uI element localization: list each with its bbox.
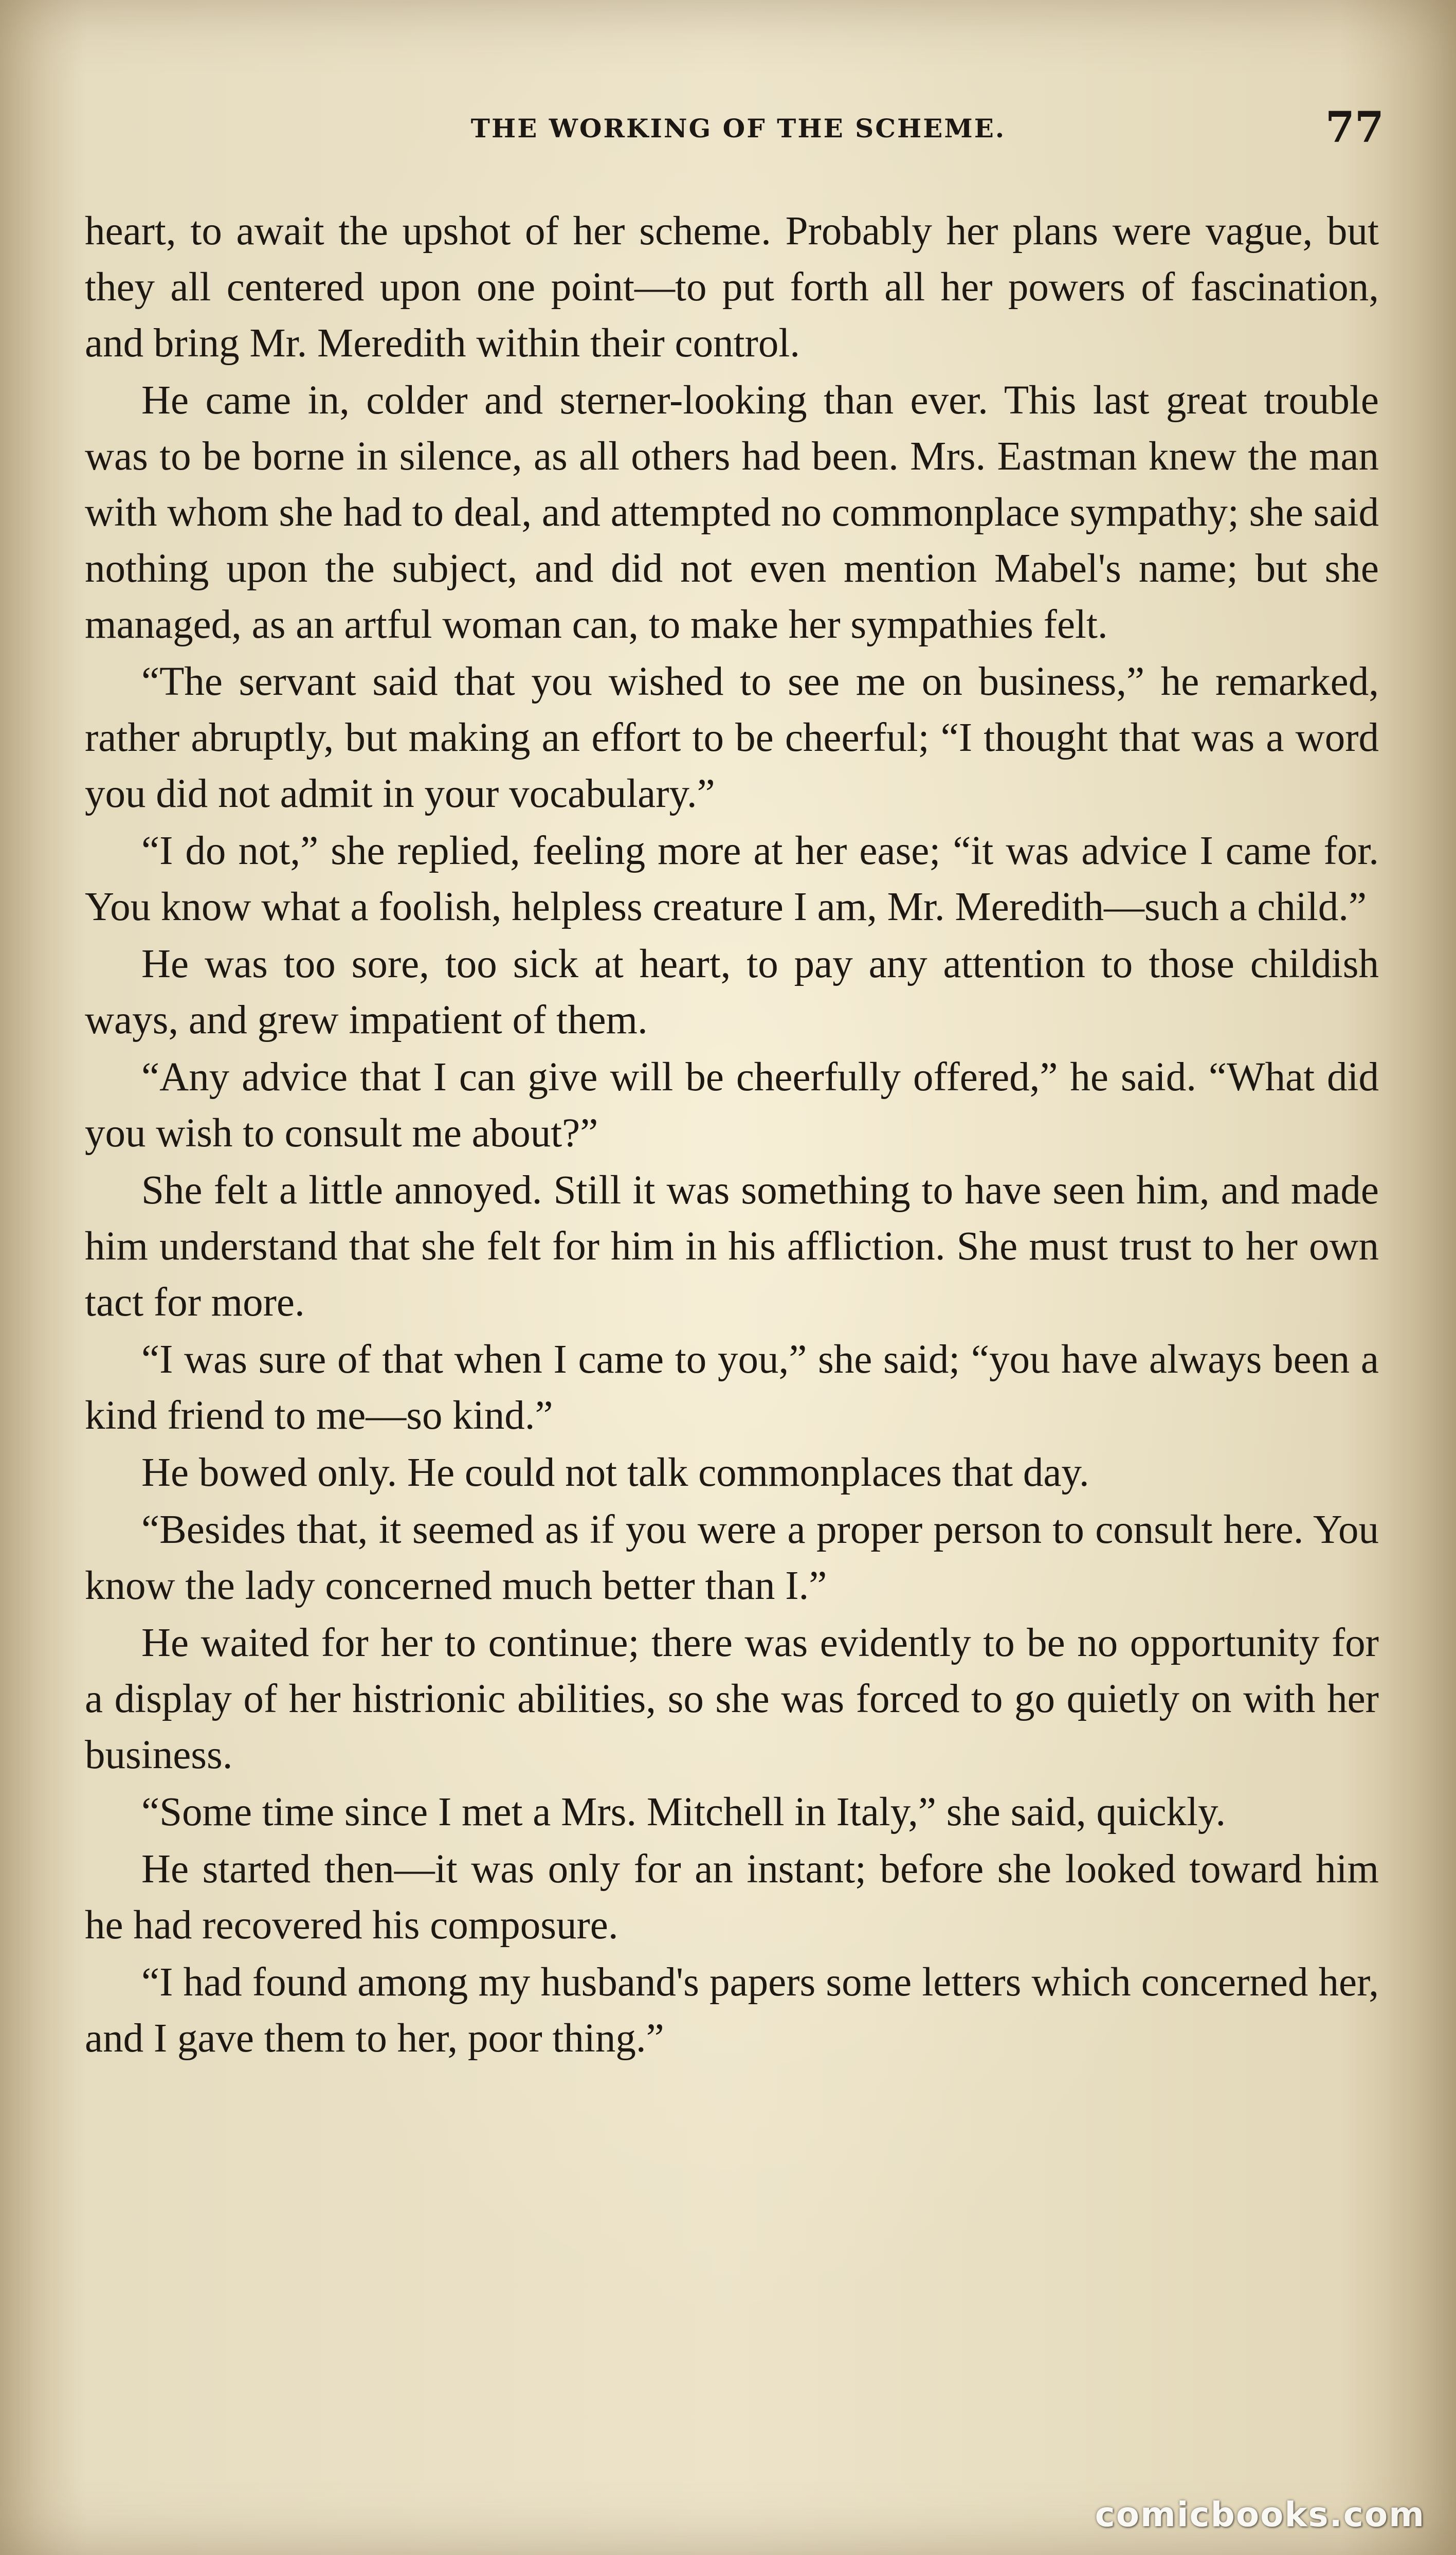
paragraph: He was too sore, too sick at heart, to pay any attention to those childish ways, and grew impatient of them. xyxy=(85,942,1379,1042)
body-text xyxy=(85,203,1379,2067)
paragraph: He started then—it was only for an instant; before she looked toward him he had recovered his composure. xyxy=(85,1847,1379,1948)
paragraph: She felt a little annoyed. Still it was something to have seen him, and made him understand that she felt for him in his affliction. She must trust to her own tact for more. xyxy=(85,1168,1379,1325)
page-header xyxy=(93,98,1384,159)
page-number: 77 xyxy=(1325,103,1384,152)
paragraph: “I do not,” she replied, feeling more at her ease; “it was advice I came for. You know what a foolish, helpless creature I am, Mr. Meredith—such a child.” xyxy=(85,829,1379,929)
paragraph: He waited for her to continue; there was evidently to be no opportunity for a display of her histrionic abilities, so she was forced to go quietly on with her business. xyxy=(85,1621,1379,1777)
paragraph: He bowed only. He could not talk commonplaces that day. xyxy=(141,1450,1089,1495)
paragraph: “Besides that, it seemed as if you were a proper person to consult here. You know the lady concerned much better than I.” xyxy=(85,1507,1379,1608)
paragraph: “Some time since I met a Mrs. Mitchell in Italy,” she said, quickly. xyxy=(141,1790,1226,1834)
watermark: comicbooks.com xyxy=(1095,2495,1425,2534)
paragraph: “I had found among my husband's papers some letters which concerned her, and I gave them to her, poor thing.” xyxy=(85,1960,1379,2061)
paragraph: “The servant said that you wished to see me on business,” he remarked, rather abruptly, but making an effort to be cheerful; “I thought that was a word you did not admit in your vocabulary.” xyxy=(85,659,1379,816)
paragraph: He came in, colder and sterner-looking than ever. This last great trouble was to be borne in silence, as all others had been. Mrs. Eastman knew the man with whom she had to deal, and attempted no commonplace sympathy; she said nothing upon the subject, and did not even mention Mabel's name; but she managed, as an artful woman can, to make her sympathies felt. xyxy=(85,378,1379,647)
paragraph: “I was sure of that when I came to you,” she said; “you have always been a kind friend to me—so kind.” xyxy=(85,1337,1379,1438)
paragraph: heart, to await the upshot of her scheme. Probably her plans were vague, but they all centered upon one point—to put forth all her powers of fascination, and bring Mr. Meredith within their control. xyxy=(85,209,1379,366)
running-title: THE WORKING OF THE SCHEME. xyxy=(470,113,1006,143)
paragraph: “Any advice that I can give will be cheerfully offered,” he said. “What did you wish to consult me about?” xyxy=(85,1055,1379,1156)
